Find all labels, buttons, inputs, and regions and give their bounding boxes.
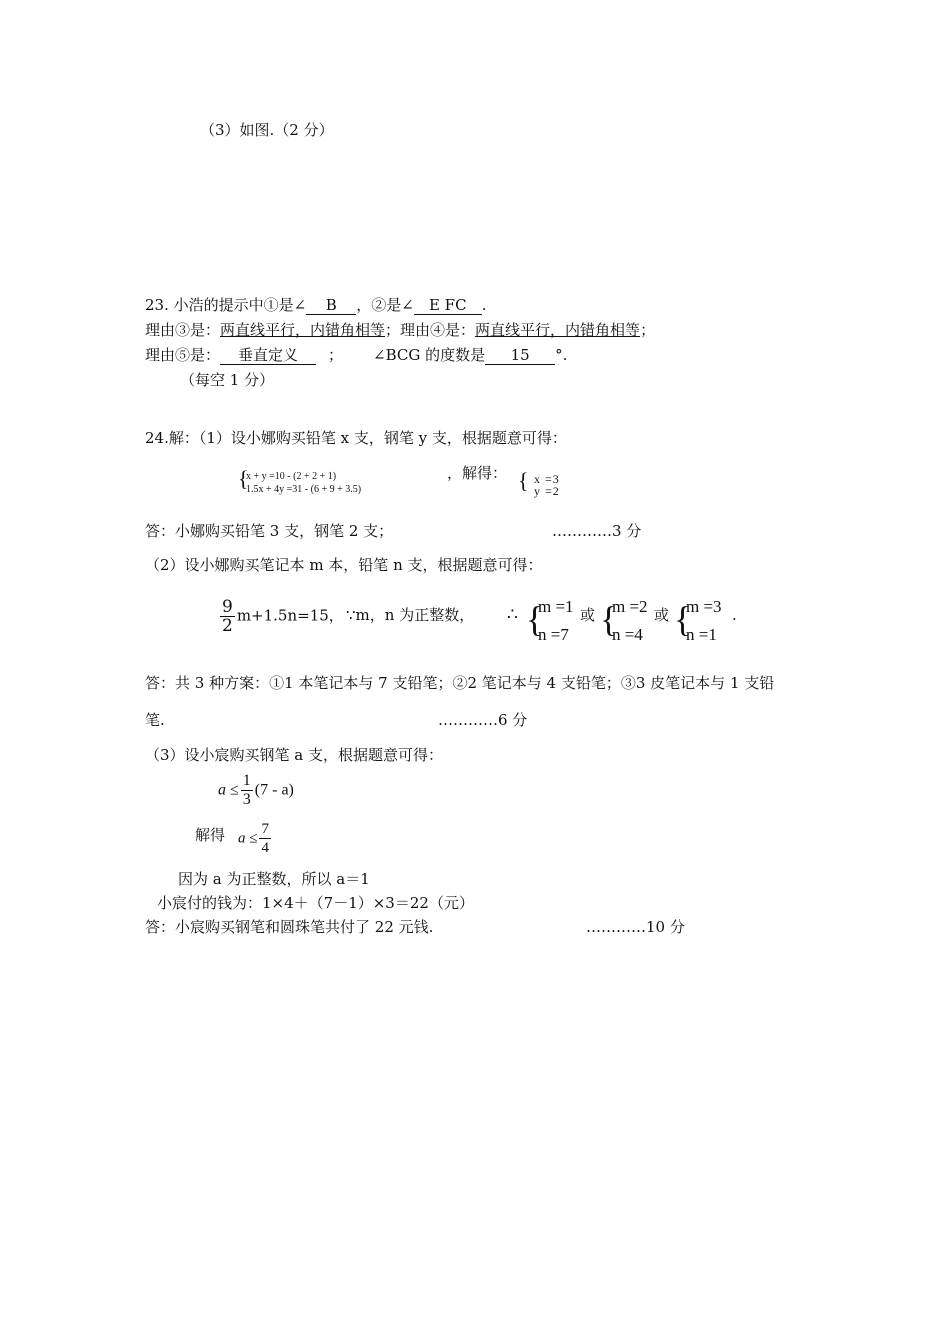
q24-p2-intro: （2）设小娜购买笔记本 m 本，铅笔 n 支，根据题意可得： [145, 556, 543, 574]
q24-p2-or2: 或 [654, 606, 670, 624]
q24-p2-s2a: m =2 [612, 597, 648, 616]
q24-p1-answer: 答：小娜购买铅笔 3 支，钢笔 2 支； [145, 522, 394, 540]
q24-p1-intro: 24.解：（1）设小娜购买铅笔 x 支，钢笔 y 支，根据题意可得： [145, 429, 567, 447]
q24-p3-sol-fraction [259, 820, 271, 857]
q24-p3-answer: 答：小宸购买钢笔和圆珠笔共付了 22 元钱. [145, 918, 434, 936]
q23-mid1: ，②是∠ [356, 296, 414, 314]
q24-p2-s3b: n =1 [686, 625, 717, 644]
q24-p1-solve: ，解得： [447, 464, 508, 482]
q24-p2-eq: m+1.5n=15， [236, 606, 344, 625]
q24-p2-or1: 或 [580, 606, 596, 624]
q24-p3-inequality [218, 772, 294, 809]
q24-p2-s3a: m =3 [686, 597, 722, 616]
q24-p3-solution [238, 820, 273, 857]
q23-line2 [145, 320, 655, 340]
q24-p2-therefore: ∴ [507, 605, 518, 625]
q24-p2-frac-den: 2 [222, 616, 233, 636]
q23-blank2: E FC [414, 297, 482, 315]
q24-p3-ineq-right: (7 - a) [254, 781, 294, 799]
q24-p2-fraction [220, 598, 235, 635]
q24-p3-sol-left: a ≤ [238, 830, 258, 847]
q23-angle-value: 15 [485, 347, 555, 365]
left-brace-icon: { [674, 599, 692, 639]
q24-p1-sol1: x =3 [534, 472, 560, 486]
q24-p2-solution1 [526, 597, 586, 653]
q24-p3-because: 因为 a 为正整数，所以 a＝1 [178, 870, 370, 888]
q24-p3-solve-label: 解得 [195, 826, 226, 844]
q24-p1-sol2: y =2 [534, 484, 560, 498]
q23-r5-label: 理由⑤是： [145, 346, 221, 364]
q24-p1-eq2: 1.5x + 4y =31 - (6 + 9 + 3.5) [246, 484, 362, 495]
q23-intro: 23. 小浩的提示中①是∠ [145, 296, 307, 314]
q23-line1 [145, 295, 487, 315]
q23-r3-value: 两直线平行，内错角相等 [220, 321, 386, 339]
q23-blank1: B [306, 297, 356, 315]
q24-p2-s1b: n =7 [538, 625, 569, 644]
q23-r4-label: ；理由④是： [385, 321, 476, 339]
q24-p2-s1a: m =1 [538, 597, 574, 616]
q24-p2-frac-num: 9 [222, 597, 233, 617]
q24-p2-because: ∵m，n 为正整数， [346, 606, 475, 624]
q24-p1-solution [518, 470, 608, 500]
q23-r5-end: ； [328, 346, 344, 364]
q24-p2-score: …………6 分 [438, 711, 528, 729]
q24-p2-equation [218, 598, 344, 635]
left-brace-icon: { [600, 599, 618, 639]
q24-p3-frac-den: 3 [242, 791, 251, 808]
q23-r4-value: 两直线平行，内错角相等 [475, 321, 641, 339]
q23-score-note: （每空 1 分） [180, 371, 275, 389]
left-brace-icon: { [526, 599, 544, 639]
q24-p3-fraction [241, 772, 253, 809]
left-brace-icon: { [518, 468, 529, 493]
q23-r4-end: ； [640, 321, 656, 339]
q24-p2-answer: 答：共 3 种方案：①1 本笔记本与 7 支铅笔；②2 笔记本与 4 支铅笔；③3 皮笔记本与 1 支铅 [145, 674, 775, 692]
q24-p3-money: 小宸付的钱为：1×4＋（7－1）×3＝22（元） [157, 894, 474, 912]
q23-angle-label: ∠BCG 的度数是 [373, 346, 486, 364]
q23-end1: . [481, 296, 487, 314]
q24-p1-system [238, 468, 458, 498]
q24-p3-frac-num: 1 [242, 772, 251, 789]
q24-p1-eq1: x + y =10 - (2 + 2 + 1) [246, 471, 337, 482]
q23-r5-value: 垂直定义 [220, 347, 316, 365]
q24-p2-s2b: n =4 [612, 625, 643, 644]
q24-p3-sol-num: 7 [261, 821, 269, 837]
q24-p2-period: . [732, 606, 737, 624]
q23-r3-label: 理由③是： [145, 321, 221, 339]
q24-p3-score: …………10 分 [586, 918, 685, 936]
q24-p3-ineq-left: a ≤ [218, 781, 239, 799]
q23-line3 [145, 345, 567, 365]
q24-p3-intro: （3）设小宸购买钢笔 a 支，根据题意可得： [145, 746, 444, 764]
q24-p2-answer-cont: 笔. [145, 711, 165, 729]
q22-part3: （3）如图.（2 分） [200, 121, 334, 139]
q24-p1-score: …………3 分 [552, 522, 642, 540]
q24-p2-solution2 [600, 597, 660, 653]
q24-p3-sol-den: 4 [261, 840, 269, 856]
left-brace-icon: { [238, 466, 249, 491]
q23-angle-unit: °. [555, 346, 568, 364]
